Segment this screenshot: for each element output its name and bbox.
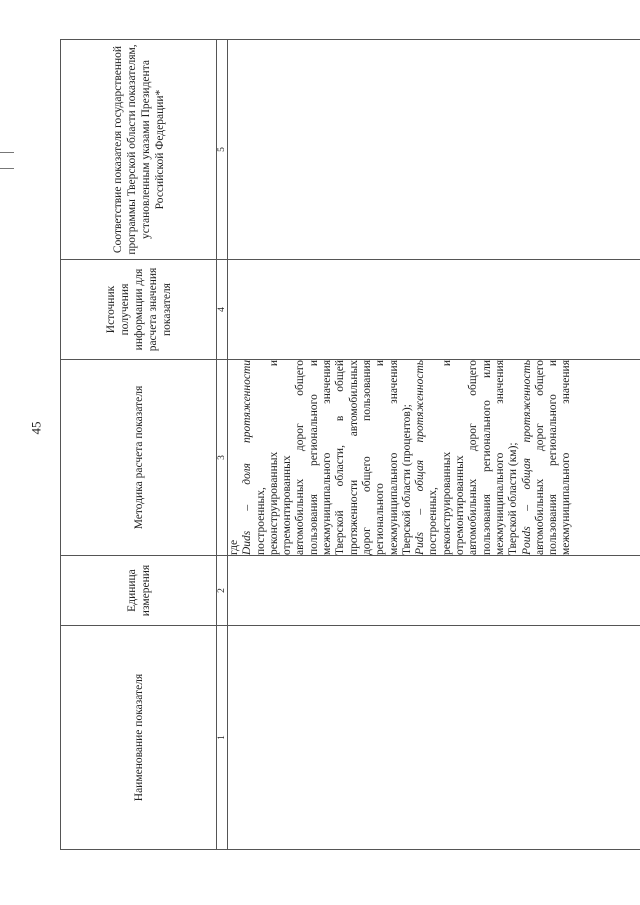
table-row	[228, 40, 640, 850]
column-number: 5	[217, 40, 228, 260]
method-line: автомобильных дорог общего	[467, 360, 480, 555]
cell-compliance	[228, 40, 640, 260]
column-number: 3	[217, 360, 228, 556]
method-line: где	[228, 539, 240, 555]
method-line: Puds – общая протяженность	[414, 360, 427, 555]
method-line: Duds – доля протяженности	[241, 360, 254, 555]
header-source: Источник получения информации для расчета значения показателя	[61, 260, 217, 360]
method-line: межмуниципального значения	[493, 360, 506, 555]
page-number: 45	[28, 421, 44, 435]
method-line: пользования регионального и	[547, 360, 560, 555]
header-unit: Единица измерения	[61, 556, 217, 626]
method-line: межмуниципального значения	[387, 360, 400, 555]
method-line: отремонтированных	[454, 455, 467, 555]
scan-edge-mark	[0, 152, 14, 153]
cell-method	[228, 360, 640, 556]
method-line: отремонтированных	[281, 455, 294, 555]
method-line: дорог общего пользования	[360, 360, 373, 555]
method-line: межмуниципального значения	[560, 360, 573, 555]
method-line: Тверской области (км);	[507, 442, 520, 555]
method-line: протяженности автомобильных	[347, 360, 360, 555]
rotated-table-container	[60, 40, 640, 850]
method-line: пользования регионального или	[480, 360, 493, 555]
column-number: 1	[217, 626, 228, 850]
header-indicator-name: Наименование показателя	[61, 626, 217, 850]
header-method: Методика расчета показателя	[61, 360, 217, 556]
method-line: реконструированных и	[440, 360, 453, 555]
cell-unit	[228, 556, 640, 626]
scan-edge-mark	[0, 168, 14, 169]
table-header-row	[61, 40, 217, 850]
method-line: Тверской области, в общей	[334, 360, 347, 555]
indicator-table	[60, 39, 640, 850]
header-compliance: Соответствие показателя государственной программы Тверской области показателям, установленным указами Президента Российской Федерации*	[61, 40, 217, 260]
method-line: Тверской области (процентов);	[400, 404, 413, 555]
column-number: 2	[217, 556, 228, 626]
method-line: автомобильных дорог общего	[533, 360, 546, 555]
column-number-row	[217, 40, 228, 850]
method-line: регионального и	[374, 360, 387, 555]
method-line: автомобильных дорог общего	[294, 360, 307, 555]
method-line: Pouds – общая протяженность	[520, 360, 533, 555]
method-line: построенных,	[427, 487, 440, 555]
column-number: 4	[217, 260, 228, 360]
method-line: построенных,	[254, 487, 267, 555]
method-line: пользования регионального и	[307, 360, 320, 555]
method-line: реконструированных и	[267, 360, 280, 555]
cell-source	[228, 260, 640, 360]
method-line: межмуниципального значения	[321, 360, 334, 555]
cell-indicator-name	[228, 626, 640, 850]
